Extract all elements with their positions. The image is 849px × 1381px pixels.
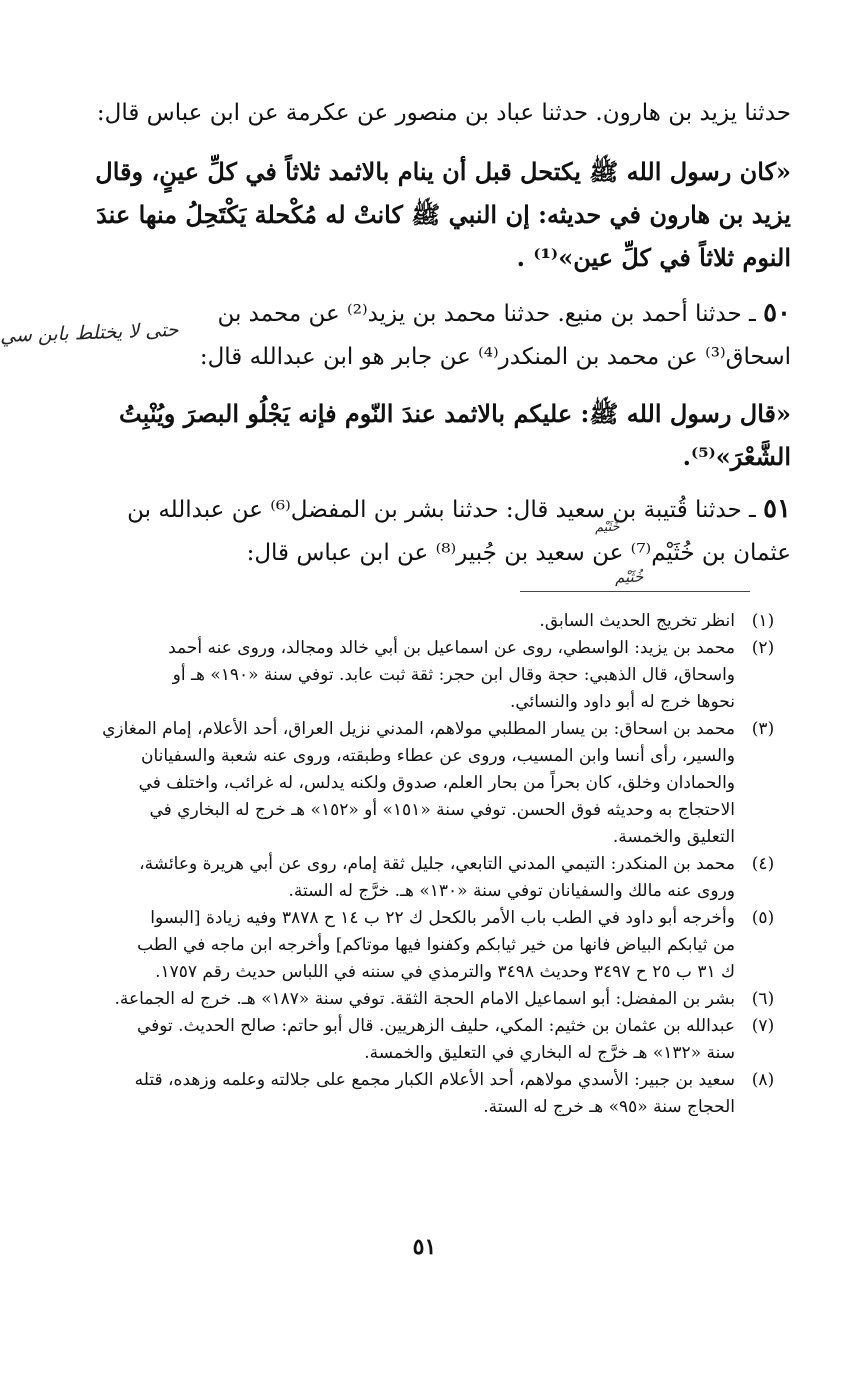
- footnote-number: (٤): [751, 854, 775, 874]
- footnote-number: (٦): [751, 989, 775, 1009]
- footnote: [56, 1013, 791, 1067]
- text-line: سعيد بن جبير: الأسدي مولاهم، أحد الأعلام الكبار مجمع على جلالته وعلمه وزهده، قتله: [134, 1070, 735, 1090]
- text-line: الاحتجاج به وحديثه فوق الحسن. توفي سنة «١٥١» أو «١٥٢» هـ خرج له البخاري في: [149, 800, 735, 820]
- footnote-text: [56, 716, 735, 851]
- handwritten-correction: خُثَيْم: [614, 567, 644, 587]
- text-line: محمد بن يزيد: الواسطي، روى عن اسماعيل بن أبي خالد ومجالد، وروى عنه أحمد: [168, 638, 735, 658]
- text-line: «قال رسول الله ﷺ: عليكم بالاثمد عندَ النّوم فإنه يَجْلُو البصرَ ويُنْبِتُ: [119, 399, 791, 428]
- text-line: «كان رسول الله ﷺ يكتحل قبل أن ينام بالاثمد ثلاثاً في كلِّ عينٍ، وقال: [95, 157, 791, 186]
- footnote-number: (٢): [751, 638, 775, 658]
- text-line: محمد بن اسحاق: بن يسار المطلبي مولاهم، المدني نزيل العراق، أحد الأعلام، إمام المغازي: [102, 719, 735, 739]
- footnote: [56, 905, 791, 986]
- footnote: [56, 986, 791, 1013]
- hadith-number: ٥١: [763, 494, 791, 524]
- text-line: عثمان بن خُثَيْم⁽⁷⁾ عن سعيد بن جُبير⁽⁸⁾ عن ابن عباس قال:: [246, 540, 791, 566]
- hadith-50: [91, 292, 791, 379]
- handwritten-margin-note: حتى لا يختلط بابن سي: [0, 318, 179, 348]
- text-line: ك ٣١ ب ٢٥ ح ٣٤٩٧ وحديث ٣٤٩٨ والترمذي في سننه في اللباس حديث رقم ١٧٥٧.: [155, 962, 735, 982]
- footnote: [56, 716, 791, 851]
- footnote: [56, 1067, 791, 1121]
- text-line: محمد بن المنكدر: التيمي المدني التابعي، جليل ثقة إمام، روى عن أبي هريرة وعائشة،: [139, 854, 735, 874]
- text-line: نحوها خرج له أبو داود والنسائي.: [509, 692, 735, 712]
- text-line: التعليق والخمسة.: [612, 827, 735, 847]
- text-line: وروى عنه مالك والسفيانان توفي سنة «١٣٠» هـ. خرَّج له الستة.: [288, 881, 735, 901]
- text-line: وأخرجه أبو داود في الطب باب الأمر بالكحل ك ٢٢ ب ١٤ ح ٣٨٧٨ وفيه زيادة [البسوا: [150, 908, 735, 928]
- text-line: ٥١ ـ حدثنا قُتيبة بن سعيد قال: حدثنا بشر بن المفضل⁽⁶⁾ عن عبدالله بن: [127, 494, 791, 524]
- footnote-text: [56, 986, 735, 1013]
- hadith-intro: [91, 92, 791, 135]
- hadith-quote-2: [91, 392, 791, 478]
- handwritten-correction: خُثَيْم: [594, 519, 620, 536]
- text-line: انظر تخريج الحديث السابق.: [539, 611, 735, 631]
- hadith-quote-1: [91, 150, 791, 279]
- footnotes: [56, 608, 791, 1121]
- text-line: الحجاج سنة «٩٥» هـ خرج له الستة.: [483, 1097, 735, 1117]
- hadith-number: ٥٠: [763, 298, 791, 328]
- page-number: ٥١: [412, 1234, 437, 1260]
- footnote-separator: [520, 591, 750, 592]
- text-line: من ثيابكم البياض فانها من خير ثيابكم وكفنوا فيها موتاكم] وأخرجه ابن ماجه في الطب: [137, 935, 735, 955]
- footnote-text: [56, 635, 735, 716]
- footnote-text: [56, 905, 735, 986]
- footnote-text: [56, 851, 735, 905]
- text-line: واسحاق، قال الذهبي: حجة وقال ابن حجر: ثقة ثبت عابد. توفي سنة «١٩٠» هـ أو: [172, 665, 735, 685]
- footnote: [56, 851, 791, 905]
- footnote-number: (٥): [751, 908, 775, 928]
- text-line: والسير، رأى أنسا وابن المسيب، وروى عن عطاء وطبقته، وروى عنه شعبة والسفيانان: [140, 746, 735, 766]
- text-line: ٥٠ ـ حدثنا أحمد بن منيع. حدثنا محمد بن يزيد⁽²⁾ عن محمد بن: [217, 298, 791, 328]
- text-line: حدثنا يزيد بن هارون. حدثنا عباد بن منصور عن عكرمة عن ابن عباس قال:: [96, 100, 791, 126]
- footnote-number: (١): [751, 611, 775, 631]
- text-line: اسحاق⁽³⁾ عن محمد بن المنكدر⁽⁴⁾ عن جابر هو ابن عبدالله قال:: [199, 344, 791, 370]
- text-line: سنة «١٣٢» هـ خرَّج له البخاري في التعليق والخمسة.: [364, 1043, 735, 1063]
- text-line: الشَّعْرَ»⁽⁵⁾.: [682, 442, 791, 471]
- hadith-51: [91, 488, 791, 575]
- footnote: [56, 608, 791, 635]
- footnote-number: (٨): [751, 1070, 775, 1090]
- footnote: [56, 635, 791, 716]
- footnote-number: (٧): [751, 1016, 775, 1036]
- footnote-text: [56, 1013, 735, 1067]
- text-line: عبدالله بن عثمان بن خثيم: المكي، حليف الزهريين. قال أبو حاتم: صالح الحديث. توفي: [136, 1016, 735, 1036]
- text-line: يزيد بن هارون في حديثه: إن النبي ﷺ كانتْ له مُكْحلة يَكْتَحِلُ منها عندَ: [96, 200, 791, 229]
- text-line: بشر بن المفضل: أبو اسماعيل الامام الحجة الثقة. توفي سنة «١٨٧» هـ. خرج له الجماعة.: [114, 989, 735, 1009]
- text-line: والحمادان وخلق، كان بحراً من بحار العلم، صدوق ولكنه يدلس، له غرائب، واختلف في: [138, 773, 735, 793]
- text-line: النوم ثلاثاً في كلِّ عين»⁽¹⁾ .: [516, 243, 791, 272]
- footnote-text: [56, 1067, 735, 1121]
- footnote-text: [56, 608, 735, 635]
- footnote-number: (٣): [751, 719, 775, 739]
